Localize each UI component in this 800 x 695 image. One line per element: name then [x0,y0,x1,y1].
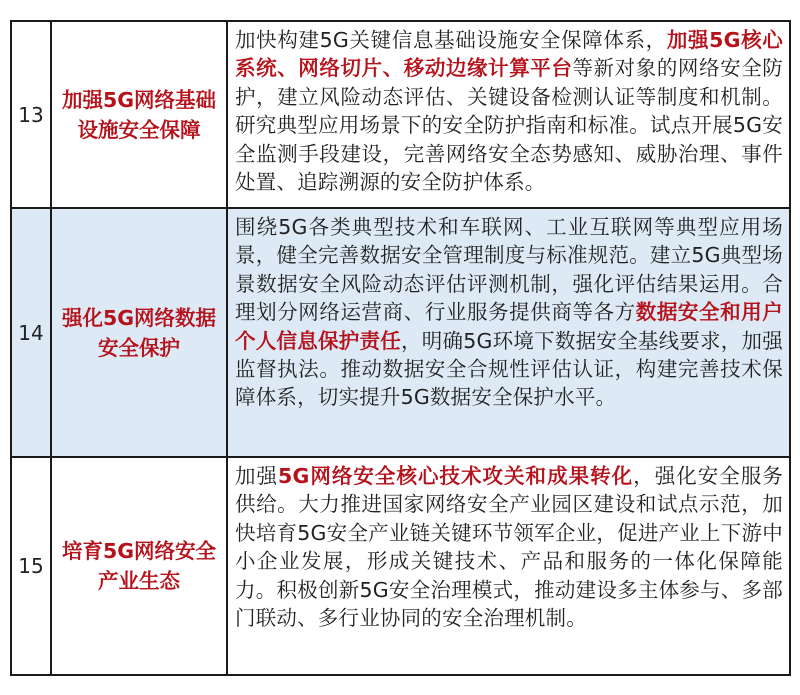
row-title [51,208,227,457]
row-description [227,21,790,208]
desc-highlight: 5G网络安全核心技术攻关和成果转化 [278,464,634,488]
row-title [51,457,227,675]
row-title [51,21,227,208]
row-description [227,457,790,675]
table-row [11,208,790,457]
row-title-line: 培育5G网络安全 [61,539,217,563]
desc-text: ，强化安全服务供给。大力推进国家网络安全产业园区建设和试点示范，加快培育5G安全产业链关键环节领军企业，促进产业上下游中小企业发展，形成关键技术、产品和服务的一体化保障能力。积极创新5G安全治理模式，推动建设多主体参与、多部门联动、多行业协同的安全治理机制。 [235,464,783,631]
desc-text: ，明确5G环境下数据安全基线要求，加强监督执法。推动数据安全合规性评估认证，构建完善技术保障体系，切实提升5G数据安全保护水平。 [235,328,783,410]
desc-text: 加快构建5G关键信息基础设施安全保障体系， [235,28,667,52]
row-title-line: 安全保护 [98,335,180,360]
row-number: 15 [11,457,51,675]
row-title-line: 设施安全保障 [77,117,201,142]
policy-table [10,20,791,676]
desc-highlight: 加强5G核心系统、网络切片、移动边缘计算平台 [235,28,783,81]
row-number: 13 [11,21,51,208]
row-description [227,208,790,457]
table-row [11,21,790,208]
row-title-line: 产业生态 [98,569,180,593]
row-title-line: 加强5G网络基础 [61,87,217,112]
row-title-line: 强化5G网络数据 [61,305,217,330]
desc-text: 等新对象的网络安全防护，建立风险动态评估、关键设备检测认证等制度和机制。研究典型应用场景下的安全防护指南和标准。试点开展5G安全监测手段建设，完善网络安全态势感知、威胁治理、事件处置、追踪溯源的安全防护体系。 [235,56,783,195]
table-row [11,457,790,675]
desc-text: 加强 [235,464,279,488]
desc-text: 围绕5G各类典型技术和车联网、工业互联网等典型应用场景，健全完善数据安全管理制度与标准规范。建立5G典型场景数据安全风险动态评估评测机制，强化评估结果运用。合理划分网络运营商、行业服务提供商等各方 [235,215,783,325]
desc-highlight: 数据安全和用户个人信息保护责任 [235,300,783,353]
row-number: 14 [11,208,51,457]
